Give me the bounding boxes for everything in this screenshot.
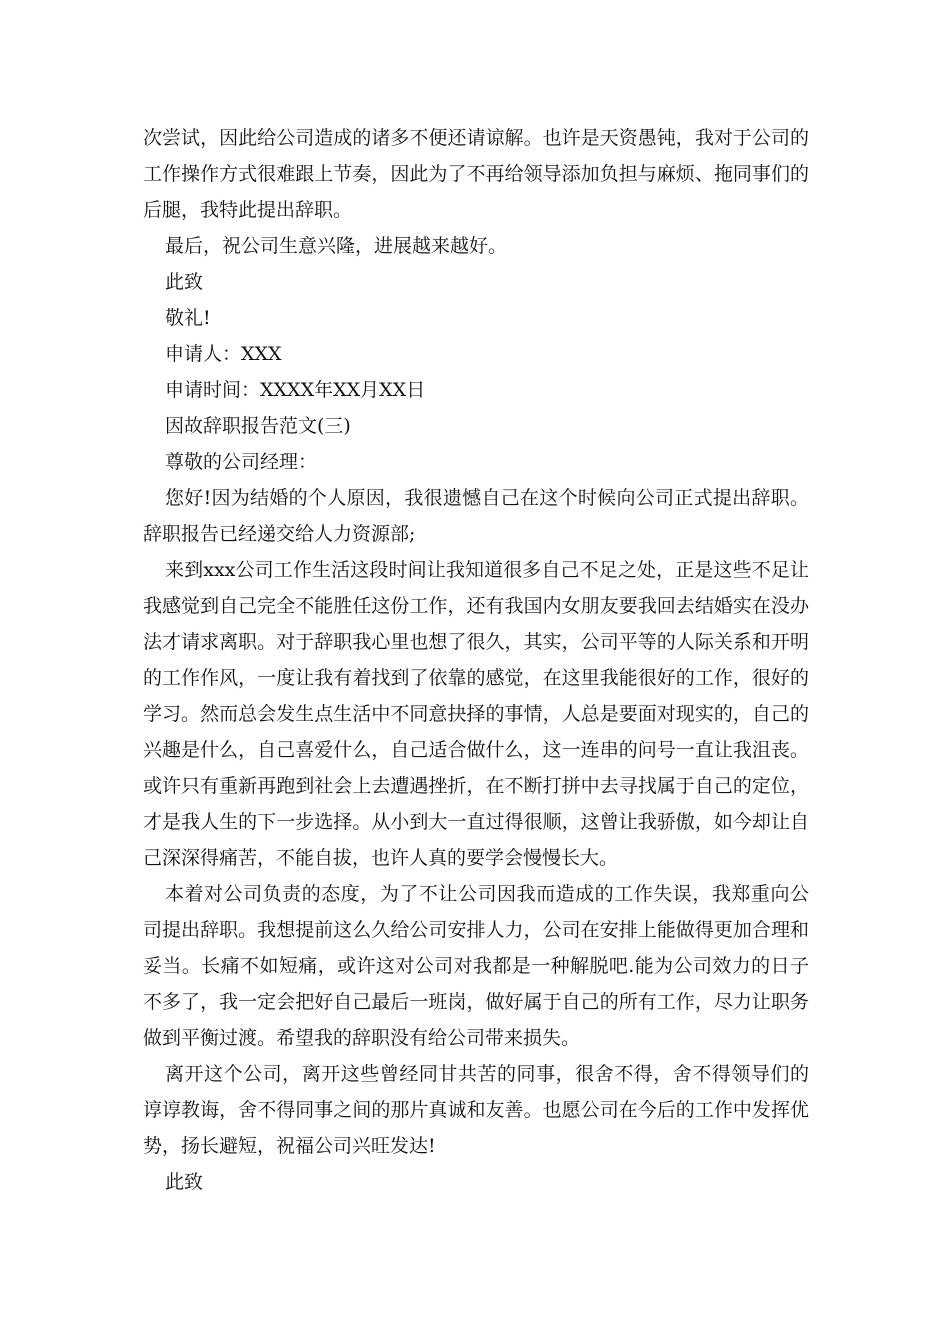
closing-salutation-2: 此致: [165, 1171, 204, 1193]
closing-salutation: 此致: [165, 271, 204, 293]
document-body: [143, 120, 809, 1200]
paragraph-responsibility: 本着对公司负责的态度，为了不让公司因我而造成的工作失误，我郑重向公司提出辞职。我想提前这么久给公司安排人力，公司在安排上能做得更加合理和妥当。长痛不如短痛，或许这对公司对我都是一种解脱吧.能为公司效力的日子不多了，我一定会把好自己最后一班岗，做好属于自己的所有工作，尽力让职务做到平衡过渡。希望我的辞职没有给公司带来损失。: [143, 883, 809, 1049]
paragraph-intro: 您好!因为结婚的个人原因，我很遗憾自己在这个时候向公司正式提出辞职。辞职报告已经递交给人力资源部;: [143, 487, 809, 545]
section-heading: 因故辞职报告范文(三): [165, 415, 351, 437]
application-date-line: 申请时间：XXXX年XX月XX日: [165, 379, 426, 401]
paragraph-reasons: 来到xxx公司工作生活这段时间让我知道很多自己不足之处，正是这些不足让我感觉到自己完全不能胜任这份工作，还有我国内女朋友要我回去结婚实在没办法才请求离职。对于辞职我心里也想了很久，其实，公司平等的人际关系和开明的工作作风，一度让我有着找到了依靠的感觉，在这里我能很好的工作，很好的学习。然而总会发生点生活中不同意抉择的事情，人总是要面对现实的，自己的兴趣是什么，自己喜爱什么，自己适合做什么，这一连串的问号一直让我沮丧。或许只有重新再跑到社会上去遭遇挫折，在不断打拼中去寻找属于自己的定位，才是我人生的下一步选择。从小到大一直过得很顺，这曾让我骄傲，如今却让自己深深得痛苦，不能自拔，也许人真的要学会慢慢长大。: [143, 559, 809, 869]
closing-regards: 敬礼!: [165, 307, 211, 329]
paragraph-farewell: 离开这个公司，离开这些曾经同甘共苦的同事，很舍不得，舍不得领导们的谆谆教诲，舍不得同事之间的那片真诚和友善。也愿公司在今后的工作中发挥优势，扬长避短，祝福公司兴旺发达!: [143, 1063, 809, 1157]
paragraph-continuation: 次尝试，因此给公司造成的诸多不便还请谅解。也许是天资愚钝，我对于公司的工作操作方式很难跟上节奏，因此为了不再给领导添加负担与麻烦、拖同事们的后腿，我特此提出辞职。: [143, 127, 809, 221]
greeting-line: 尊敬的公司经理：: [165, 451, 318, 473]
paragraph-closing-wish: 最后，祝公司生意兴隆，进展越来越好。: [165, 235, 508, 257]
applicant-line: 申请人：XXX: [165, 343, 282, 365]
